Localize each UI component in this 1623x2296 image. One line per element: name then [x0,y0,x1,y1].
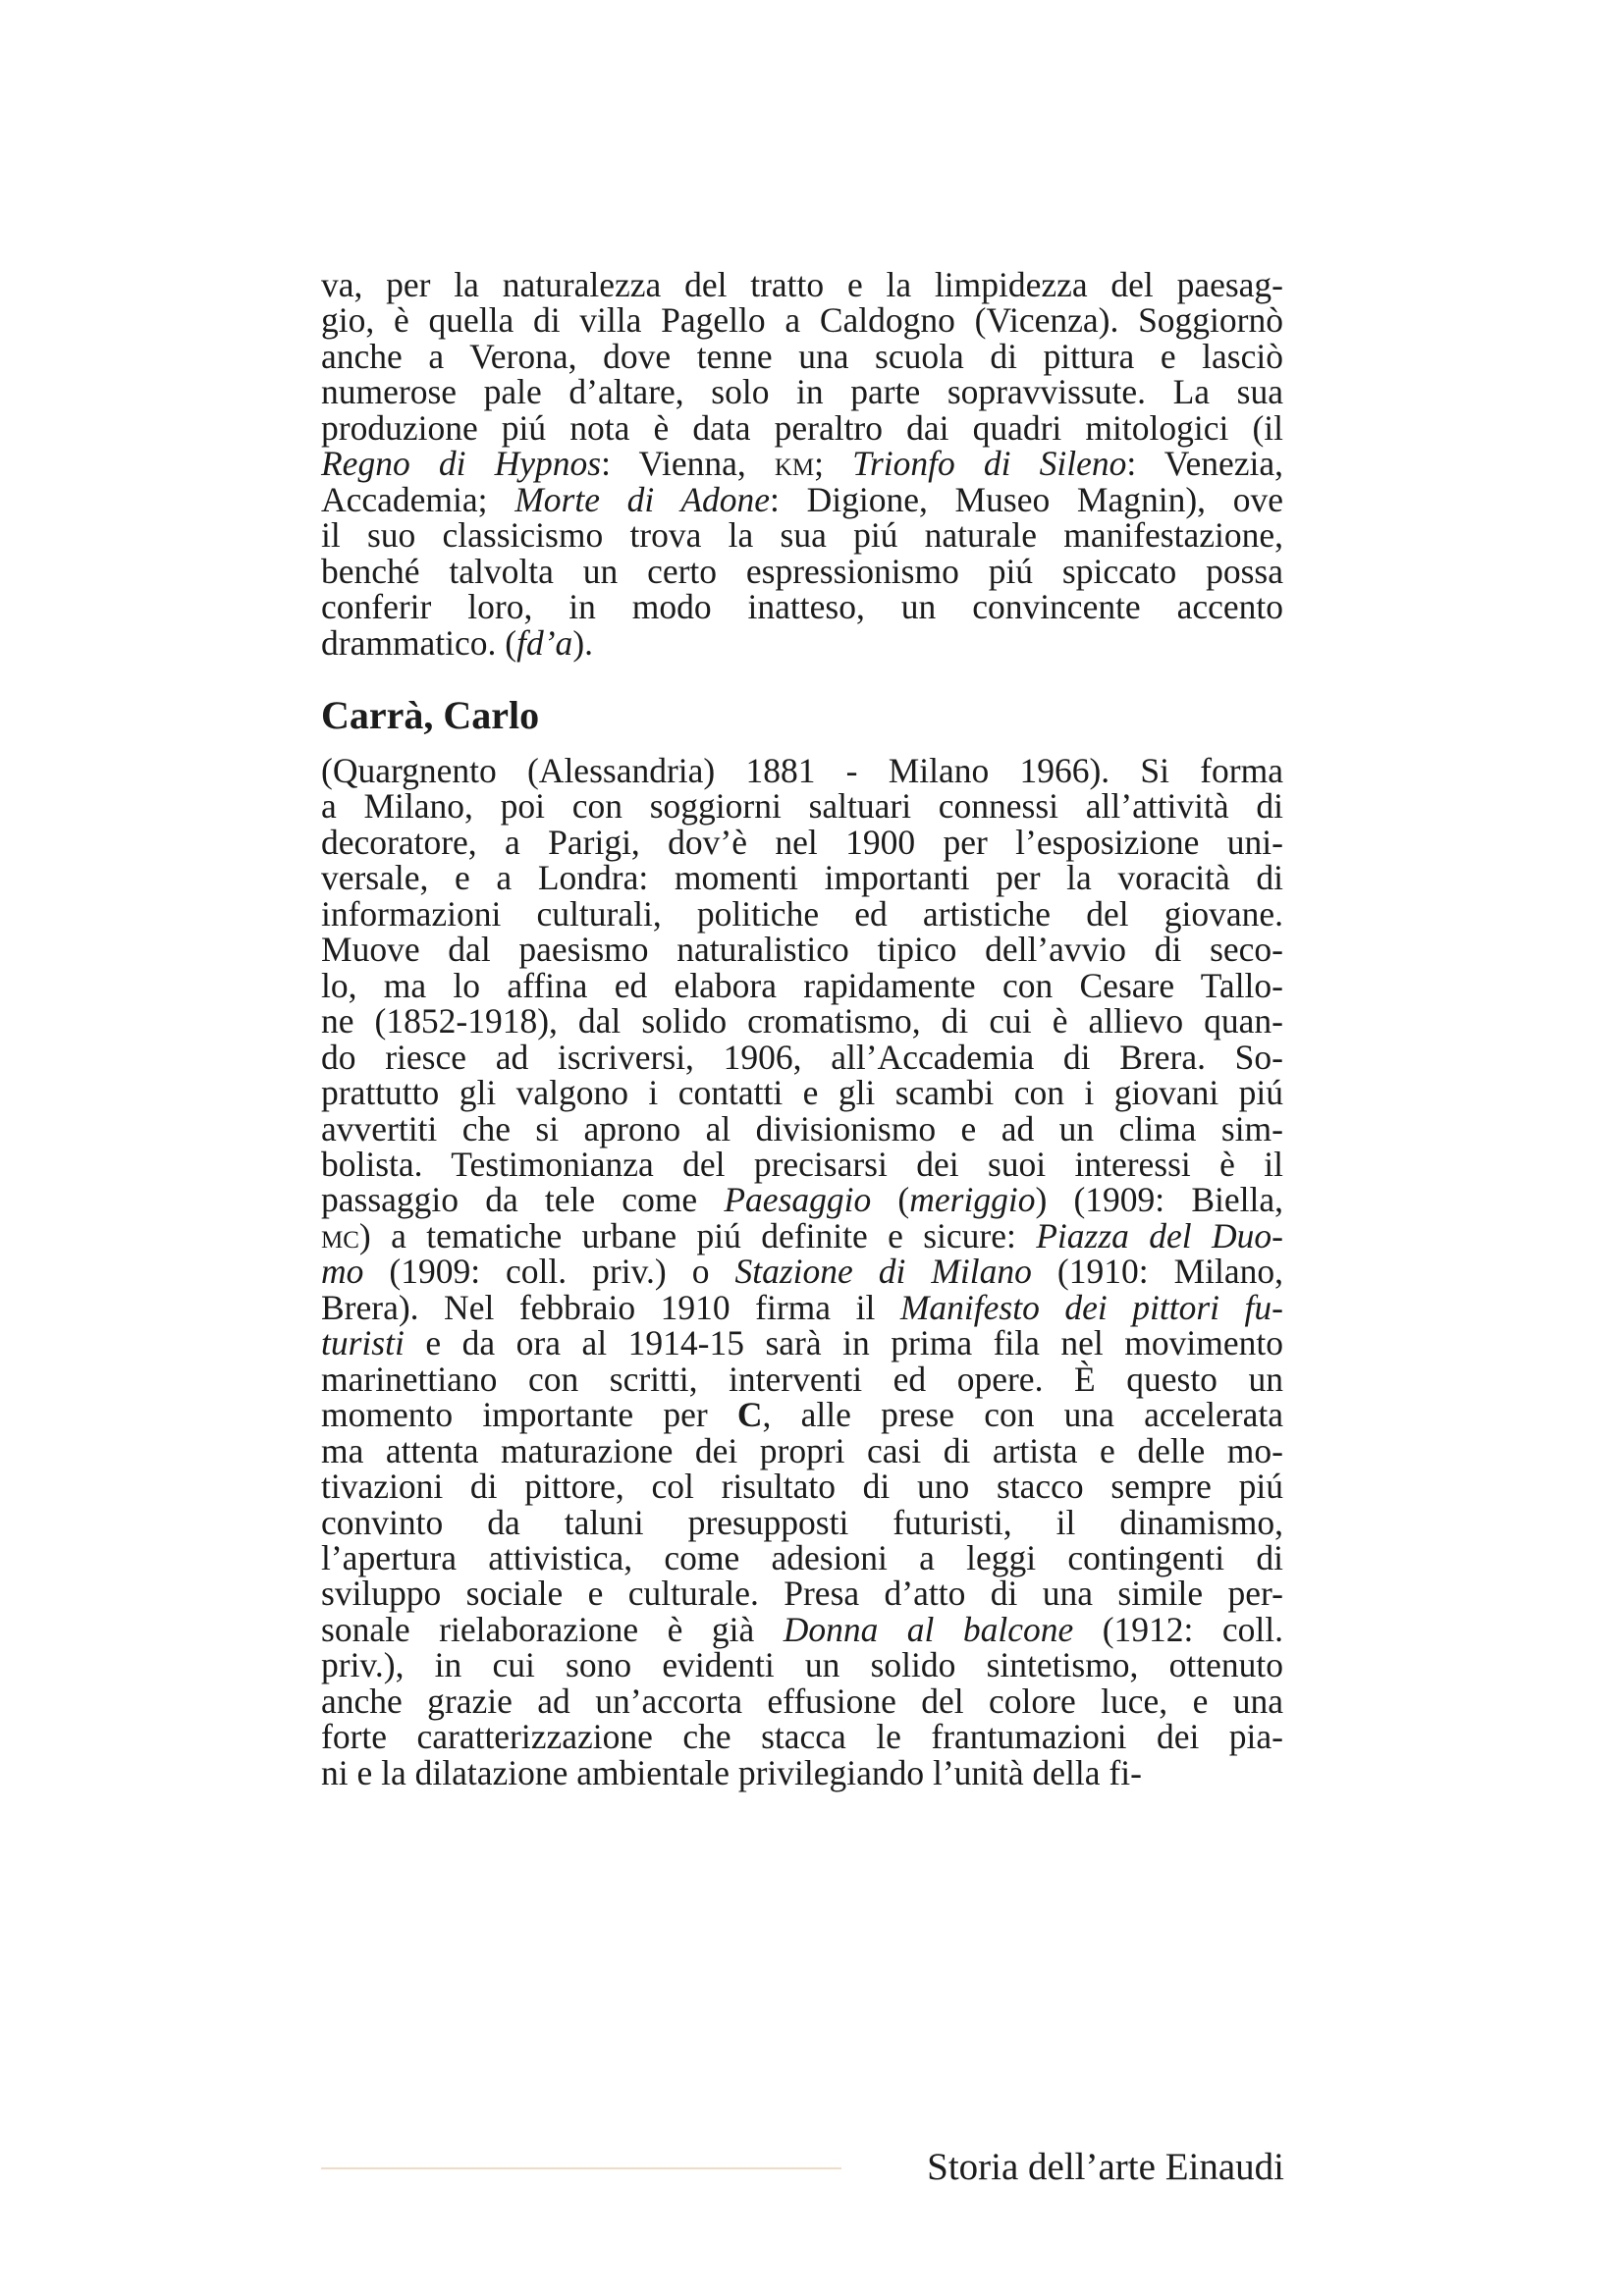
text-run: : Vienna, [601,444,775,484]
text-line [321,1430,1283,1470]
text-line [321,1108,1283,1148]
text-run: do riesce ad iscriversi, 1906, all’Accademia di Brera. So- [321,1037,1283,1077]
italic-text: Stazione di Milano [734,1252,1032,1292]
text-run: ma attenta maturazione dei propri casi di artista e delle mo- [321,1430,1283,1470]
text-line [321,750,1283,790]
italic-text: Morte di Adone [514,479,771,519]
text-run: informazioni culturali, politiche ed artistiche del giovane. [321,893,1283,934]
text-run: l’apertura attivistica, come adesioni a leggi contingenti di [321,1537,1283,1577]
text-run: anche a Verona, dove tenne una scuola di pittura e lasciò [321,336,1283,376]
text-line [321,1003,1283,1039]
text-run: ) a tematiche urbane piú definite e sicure: [358,1215,1037,1255]
text-run: Accademia; [321,479,515,519]
text-run: avvertiti che si aprono al divisionismo e ad un clima sim- [321,1108,1283,1148]
text-run: (Quargnento (Alessandria) 1881 - Milano 1966). Si forma [321,750,1283,790]
text-line [321,1215,1283,1255]
text-line [321,1717,1283,1757]
text-line [321,1609,1283,1649]
text-line [321,786,1283,827]
italic-text: Regno di Hypnos [321,444,602,484]
text-line [321,822,1283,862]
text-line [321,1502,1283,1542]
text-run: ) (1909: Biella, [1035,1180,1283,1220]
italic-text: mo [321,1252,364,1292]
text-line [321,587,1283,627]
text-run: lo, ma lo affina ed elabora rapidamente con Cesare Tallo- [321,965,1283,1005]
text-run: : Venezia, [1126,444,1283,484]
entry-heading: Carrà, Carlo [321,692,540,737]
text-line [321,893,1283,934]
italic-text: Trionfo di Sileno [852,444,1127,484]
text-run: (1912: coll. [1073,1609,1283,1649]
text-run: gio, è quella di villa Pagello a Caldogno (Vicenza). Soggiornò [321,300,1283,341]
text-run: convinto da taluni presupposti futuristi, il dinamismo, [321,1502,1283,1542]
italic-text: Piazza del Duo- [1036,1215,1283,1255]
text-run: versale, e a Londra: momenti importanti per la voracità di [321,858,1283,898]
italic-text: fd’a [516,622,573,663]
text-run: forte caratterizzazione che stacca le frantumazioni dei pia- [321,1717,1283,1757]
text-run: priv.), in cui sono evidenti un solido sintetismo, ottenuto [321,1645,1283,1685]
text-line [321,1752,1283,1792]
text-run: benché talvolta un certo espressionismo piú spiccato possa [321,551,1283,591]
text-run: Muove dal paesismo naturalistico tipico dell’avvio di seco- [321,930,1283,970]
text-run: drammatico. ( [321,622,517,663]
text-run: decoratore, a Parigi, dov’è nel 1900 per l’esposizione uni- [321,822,1283,862]
previous-entry-continuation [321,267,1283,661]
small-caps-text: km [774,444,815,484]
footer-rule [321,2167,841,2169]
text-run: va, per la naturalezza del tratto e la limpidezza del paesag- [321,265,1283,304]
text-column [321,267,1283,1790]
italic-text: Paesaggio [724,1180,872,1220]
bold-text: C [736,1395,763,1435]
text-run: conferir loro, in modo inatteso, un convincente accento [321,587,1283,627]
text-run: (1909: coll. priv.) o [363,1252,735,1292]
text-line [321,1683,1283,1719]
text-run: anche grazie ad un’accorta effusione del colore luce, e una [321,1681,1283,1721]
text-run: produzione piú nota è data peraltro dai quadri mitologici (il [321,407,1283,448]
text-run: , alle prese con una accelerata [762,1395,1283,1435]
text-line [321,622,1283,663]
text-run: bolista. Testimonianza del precisarsi dei suoi interessi è il [321,1144,1283,1184]
text-run: passaggio da tele come [321,1180,725,1220]
text-run: ). [572,622,594,663]
text-run: ni e la dilatazione ambientale privilegiando l’unità della fi- [321,1752,1142,1792]
italic-text: Donna al balcone [783,1609,1074,1649]
text-line [321,444,1283,484]
italic-text: turisti [321,1323,405,1363]
text-line [321,1325,1283,1361]
text-run: ; [814,444,853,484]
text-run: tivazioni di pittore, col risultato di uno stacco sempre piú [321,1467,1283,1507]
text-run: : Digione, Museo Magnin), ove [770,479,1283,519]
text-line [321,1252,1284,1292]
text-line [321,965,1283,1005]
text-line [321,515,1283,556]
text-line [321,551,1283,591]
text-run: e da ora al 1914-15 sarà in prima fila nel movimento [404,1323,1283,1363]
text-line [321,300,1283,341]
text-run: il suo classicismo trova la sua piú naturale manifestazione, [321,515,1283,556]
text-line [321,479,1283,519]
text-run: momento importante per [321,1395,737,1435]
text-line [321,1467,1283,1507]
text-line [321,372,1283,412]
text-line [321,1287,1283,1327]
text-line [321,930,1283,970]
text-run: Brera). Nel febbraio 1910 firma il [321,1287,900,1327]
text-run: ( [871,1180,910,1220]
text-line [321,1144,1283,1184]
text-run: (1910: Milano, [1031,1252,1284,1292]
text-line [321,1537,1283,1577]
text-line [321,267,1283,302]
italic-text: Manifesto dei pittori fu- [899,1287,1283,1327]
text-line [321,858,1283,898]
text-line [321,1073,1283,1113]
text-line [321,1645,1283,1685]
text-run: sonale rielaborazione è già [321,1609,784,1649]
text-line [321,1180,1283,1220]
text-run: marinettiano con scritti, interventi ed opere. È questo un [321,1359,1283,1399]
small-caps-text: mc [321,1215,359,1255]
text-run: prattutto gli valgono i contatti e gli scambi con i giovani piú [321,1073,1283,1113]
text-run: ne (1852-1918), dal solido cromatismo, di cui è allievo quan- [321,1001,1283,1041]
text-line [321,336,1283,376]
italic-text: meriggio [909,1180,1036,1220]
text-line [321,407,1283,448]
text-run: numerose pale d’altare, solo in parte sopravvissute. La sua [321,372,1283,412]
text-line [321,1574,1283,1614]
text-run: sviluppo sociale e culturale. Presa d’atto di una simile per- [321,1574,1283,1614]
entry-body [321,750,1284,1792]
text-line [321,1359,1283,1399]
footer-title: Storia dell’arte Einaudi [927,2146,1284,2188]
text-line [321,1037,1283,1077]
text-line [321,1395,1283,1435]
text-run: a Milano, poi con soggiorni saltuari connessi all’attività di [321,786,1283,827]
